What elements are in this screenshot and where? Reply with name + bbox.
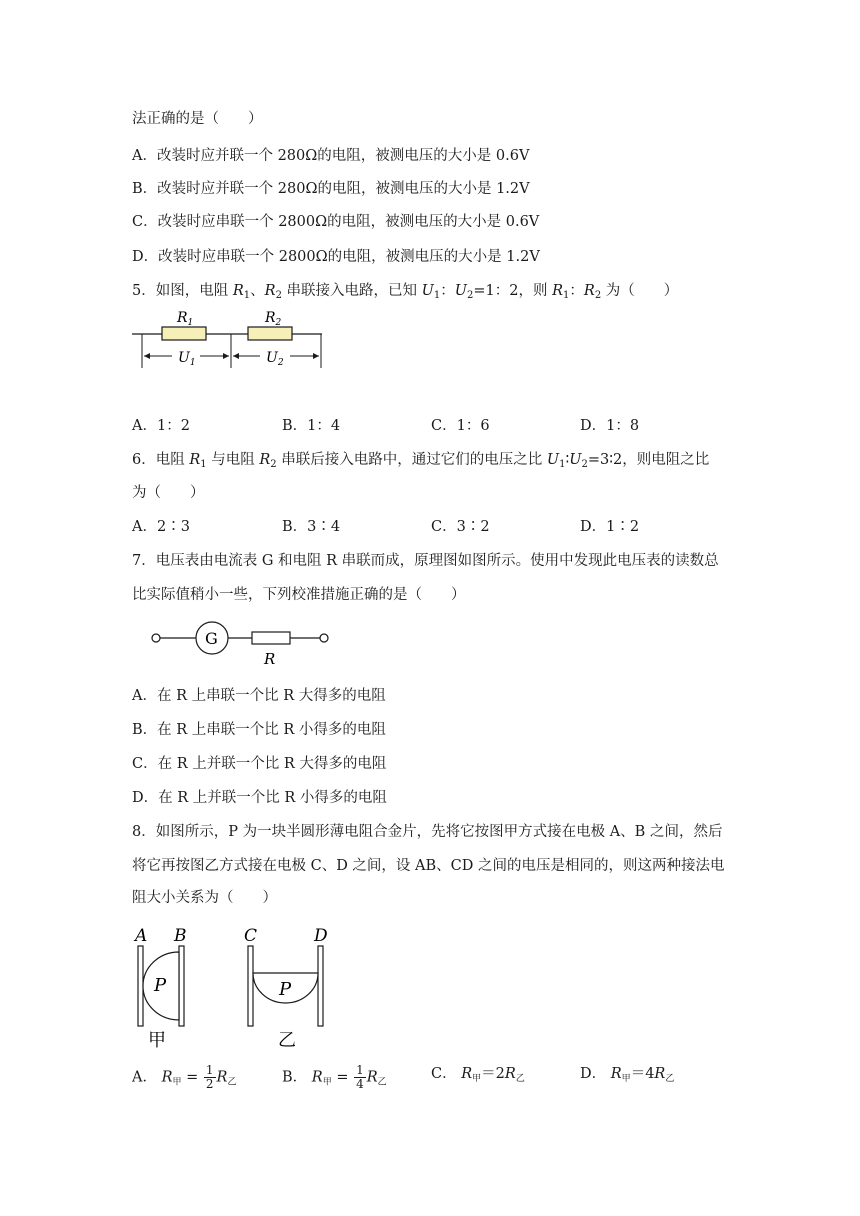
q7-g-label: G xyxy=(205,629,218,648)
q6-option-d: D．1∶2 xyxy=(580,519,640,535)
q8-option-c: C． $R_甲=2R_乙$ xyxy=(431,1066,525,1084)
q8-label-a: A xyxy=(135,926,148,946)
q5-u2-label: $U_2$ xyxy=(266,350,284,368)
q7-r-label: R xyxy=(264,650,276,668)
q8-option-a: A． $R_甲$ = $\frac{1}{2}$ $R_乙$ xyxy=(132,1063,237,1091)
q7-option-c: C．在 R 上并联一个比 R 大得多的电阻 xyxy=(132,756,387,772)
q6-option-c: C．3∶2 xyxy=(431,519,490,535)
q6-stem-line1: 6．电阻 $R_1$ 与电阻 $R_2$ 串联后接入电路中，通过它们的电压之比 $U_1∶U_2=3∶2$，则电阻之比 xyxy=(132,452,710,470)
q4-stem-tail: 法正确的是（ ） xyxy=(132,111,263,127)
q8-label-c: C xyxy=(244,926,258,946)
q7-voltmeter-diagram xyxy=(148,620,338,670)
q8-stem-line1: 8．如图所示，P 为一块半圆形薄电阻合金片，先将它按图甲方式接在电极 A、B 之间，然后 xyxy=(132,824,723,840)
q7-stem-line2: 比实际值稍小一些，下列校准措施正确的是（ ） xyxy=(132,587,466,603)
q6-option-a: A．2∶3 xyxy=(132,519,190,535)
q5-r1-label: $R_1$ xyxy=(177,310,194,328)
q7-option-b: B．在 R 上串联一个比 R 小得多的电阻 xyxy=(132,722,386,738)
q8-label-b: B xyxy=(174,926,187,946)
q7-option-d: D．在 R 上并联一个比 R 小得多的电阻 xyxy=(132,790,387,806)
q8-caption-yi: 乙 xyxy=(278,1030,296,1051)
q8-caption-jia: 甲 xyxy=(148,1030,166,1051)
q5-series-resistor-diagram xyxy=(132,306,332,376)
q8-electrode-diagram-jia xyxy=(130,922,200,1051)
q7-stem-line1: 7．电压表由电流表 G 和电阻 R 串联而成，原理图如图所示。使用中发现此电压表的读数总 xyxy=(132,553,719,569)
q6-stem-line2: 为（ ） xyxy=(132,485,205,501)
q4-option-b: B．改装时应并联一个 280Ω的电阻，被测电压的大小是 1.2V xyxy=(132,181,530,197)
q8-electrode-diagram-yi xyxy=(240,922,340,1051)
q8-label-d: D xyxy=(314,926,328,946)
q8-label-p-yi: P xyxy=(279,979,292,1000)
q7-option-a: A．在 R 上串联一个比 R 大得多的电阻 xyxy=(132,688,386,704)
q8-stem-line2: 将它再按图乙方式接在电极 C、D 之间，设 AB、CD 之间的电压是相同的，则这两种接法电 xyxy=(132,858,725,874)
q5-stem: 5．如图，电阻 $R_1$、$R_2$ 串联接入电路，已知 $U_1$：$U_2=1$：2，则 $R_1$：$R_2$ 为（ ） xyxy=(132,283,679,301)
q5-option-a: A．1：2 xyxy=(132,418,190,434)
q5-u1-label: $U_1$ xyxy=(178,350,196,368)
q5-option-c: C．1：6 xyxy=(431,418,490,434)
q4-option-a: A．改装时应并联一个 280Ω的电阻，被测电压的大小是 0.6V xyxy=(132,148,530,164)
q8-option-b: B． $R_甲$ = $\frac{1}{4}$ $R_乙$ xyxy=(282,1063,387,1091)
q4-option-c: C．改装时应串联一个 2800Ω的电阻，被测电压的大小是 0.6V xyxy=(132,214,540,230)
q8-label-p-jia: P xyxy=(154,975,167,996)
q6-option-b: B．3∶4 xyxy=(282,519,341,535)
q5-r2-label: $R_2$ xyxy=(265,310,282,328)
q5-option-b: B．1：4 xyxy=(282,418,341,434)
q5-option-d: D．1：8 xyxy=(580,418,640,434)
q4-option-d: D．改装时应串联一个 2800Ω的电阻，被测电压的大小是 1.2V xyxy=(132,249,540,265)
q8-stem-line3: 阻大小关系为（ ） xyxy=(132,890,277,906)
q8-option-d: D． $R_甲=4R_乙$ xyxy=(580,1066,675,1084)
